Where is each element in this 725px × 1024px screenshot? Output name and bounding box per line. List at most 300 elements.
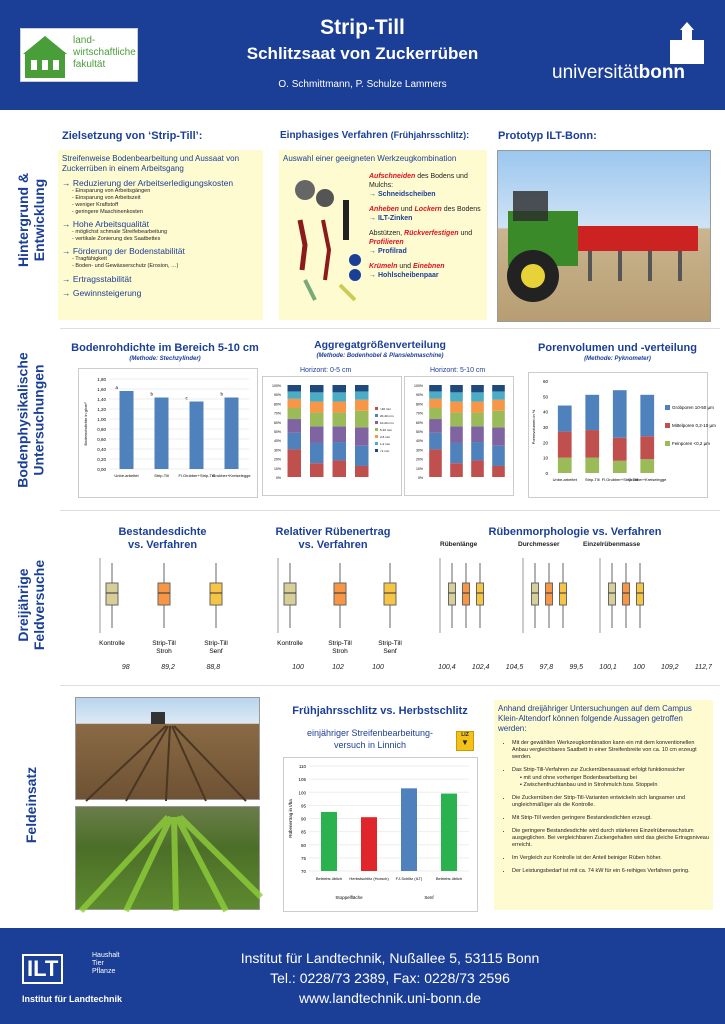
- legend-swatch: [665, 441, 670, 446]
- tick-label: 100%: [272, 384, 281, 388]
- goal-subitem: - möglichst schmale Streifebearbeitung: [72, 229, 168, 235]
- tractor-illustration: [498, 151, 712, 323]
- sig-letter: b: [220, 391, 224, 397]
- logo-sub: Tier: [92, 960, 104, 967]
- category-label: Fl.Grubber+Strip-Till: [601, 477, 638, 482]
- category-label: Stroh: [156, 648, 172, 655]
- tool-desc: Abstützen,: [369, 230, 405, 237]
- stack-segment: [429, 408, 442, 419]
- logo-name: Institut für Landtechnik: [22, 994, 122, 1004]
- tick-label: 60%: [415, 420, 423, 425]
- morph-values: [430, 664, 720, 671]
- tick-label: 100: [298, 790, 306, 796]
- tools-box: [279, 150, 487, 320]
- authors: O. Schmittmann, P. Schulze Lammers: [278, 79, 447, 90]
- stack-segment: [613, 438, 627, 461]
- legend-swatch: [375, 435, 378, 438]
- tick-label: 1,60: [97, 387, 106, 392]
- spring-autumn-sub1: einjähriger Streifenbearbeitung-: [306, 728, 434, 738]
- box: [477, 583, 484, 605]
- category-label: Senf: [209, 648, 223, 655]
- category-label: Herbstschlitz (Horsch): [349, 876, 389, 881]
- stack-segment: [471, 442, 484, 460]
- stack-segment: [355, 411, 369, 428]
- tick-label: 30%: [415, 448, 423, 453]
- category-label: Unbe-arbeitet: [114, 473, 139, 478]
- col2-title-main: Einphasiges Verfahren: [280, 130, 388, 141]
- stack-segment: [355, 400, 369, 411]
- tool-action: Einebnen: [412, 263, 445, 270]
- stack-segment: [310, 413, 324, 427]
- stack-segment: [492, 385, 505, 391]
- category-label: Grubber+Kreiselegge: [212, 473, 251, 478]
- morph-sub3: Einzelrübenmasse: [583, 541, 641, 548]
- box: [106, 583, 118, 605]
- stack-segment: [355, 446, 369, 466]
- tool-action: Lockern: [414, 206, 442, 213]
- yield-values: [278, 664, 398, 671]
- box: [158, 583, 170, 605]
- category-label: Betriebs üblich: [435, 876, 463, 881]
- logo-line3: fakultät: [73, 59, 106, 70]
- tool-conj: und: [397, 263, 413, 270]
- tick-label: 0,00: [97, 467, 106, 472]
- stack-segment: [640, 459, 654, 473]
- legend-swatch: [375, 421, 378, 424]
- density-method: (Methode: Stechzylinder): [129, 356, 201, 362]
- stack-segment: [492, 400, 505, 411]
- tool-name: → ILT-Zinken: [369, 215, 413, 222]
- legend-label: 2-5 mm: [380, 435, 391, 439]
- footer-phone: Tel.: 0228/73 2389, Fax: 0228/73 2596: [270, 970, 510, 986]
- section-side-label: Bodenphysikalische Untersuchungen: [15, 352, 48, 488]
- bar: [361, 817, 377, 871]
- legend-label: Mittelporen 0,2-10 µm: [672, 423, 716, 428]
- stack-segment: [450, 426, 463, 443]
- stack-segment: [450, 402, 463, 413]
- stack-segment: [640, 436, 654, 459]
- stack-segment: [585, 395, 599, 430]
- tick-label: 50: [542, 394, 548, 400]
- goal-item: → Hohe Arbeitsqualität: [62, 219, 149, 229]
- field-photo-2: [75, 806, 260, 910]
- col2-title: [280, 130, 469, 141]
- logo-line2: wirtschaftliche: [73, 47, 136, 58]
- tick-label: 100%: [414, 384, 423, 388]
- section-side-label: Hintergrund & Entwicklung: [15, 172, 48, 268]
- legend-label: <1 mm: [380, 449, 390, 453]
- stack-segment: [288, 419, 302, 433]
- goal-subitem: - Tragfähigkeit: [72, 256, 107, 262]
- value-label: 102,4: [471, 664, 490, 671]
- field-photo-1: [75, 697, 260, 800]
- tick-label: 0,20: [97, 457, 106, 462]
- conclusions-box: [494, 700, 713, 910]
- aggregate-chart-0-5: [262, 376, 402, 496]
- category-label: FJ-Schlitz (ILT): [395, 876, 423, 881]
- conclusion-item: • Das Strip-Till-Verfahren zur Zuckerrübenaussaat erfolgt funktionssicher: [512, 767, 709, 774]
- stand-values: [106, 664, 236, 671]
- stack-segment: [492, 427, 505, 445]
- category-label: Strip-Till: [584, 477, 600, 482]
- stack-segment: [310, 402, 324, 413]
- stack-segment: [492, 446, 505, 466]
- conclusion-subitem: ▪ mit und ohne vorheriger Bodenbearbeitung bei: [520, 775, 637, 781]
- stack-segment: [558, 406, 572, 432]
- stack-segment: [585, 458, 599, 473]
- legend-label: 5-10 mm: [380, 428, 392, 432]
- category-label: Kontrolle: [277, 640, 303, 647]
- legend-swatch: [375, 407, 378, 410]
- tick-label: 80%: [415, 402, 423, 407]
- stack-segment: [310, 443, 324, 463]
- legend-label: Feinporen <0,2 µm: [672, 441, 710, 446]
- tick-label: 105: [298, 777, 306, 783]
- tick-label: 1,00: [97, 417, 106, 422]
- stand-density-boxplot: [82, 550, 247, 655]
- logo-sub: Pflanze: [92, 968, 116, 975]
- legend-label: 20-40 mm: [380, 414, 394, 418]
- value-label: 102: [332, 664, 344, 671]
- bar: [155, 398, 169, 470]
- tool-name: → Hohlscheibenpaar: [369, 272, 439, 279]
- legend-swatch: [665, 405, 670, 410]
- horizon-1-label: Horizont: 0-5 cm: [300, 367, 352, 374]
- stack-segment: [471, 426, 484, 442]
- density-title: Bodenrohdichte im Bereich 5-10 cm: [71, 342, 259, 354]
- tick-label: 0: [545, 471, 548, 476]
- field-rows-illustration: [76, 698, 261, 801]
- tool-action: Rückverfestigen: [404, 230, 459, 237]
- goal-item: → Reduzierung der Arbeitserledigungskosten: [62, 178, 234, 188]
- stack-segment: [355, 385, 369, 391]
- morph-sub1: Rübenlänge: [440, 541, 478, 548]
- yield-title2: vs. Verfahren: [298, 539, 368, 551]
- tick-label: 40%: [273, 439, 281, 444]
- stack-segment: [310, 426, 324, 443]
- category-label: Strip-Till: [328, 640, 352, 647]
- stack-segment: [585, 430, 599, 458]
- tick-label: 0%: [275, 476, 281, 480]
- tick-label: 70: [300, 869, 306, 874]
- spring-autumn-sub2: versuch in Linnich: [333, 740, 407, 750]
- stack-segment: [333, 413, 347, 427]
- tick-label: 40%: [415, 439, 423, 444]
- goal-item: → Förderung der Bodenstabilität: [62, 246, 185, 256]
- category-label: Strip-Till: [154, 473, 169, 478]
- group-label: Stoppelfläche: [335, 895, 363, 900]
- ilt-logo: [22, 950, 142, 1010]
- box: [284, 583, 296, 605]
- logo-universitaet: universität: [552, 62, 639, 83]
- tick-label: 1,80: [97, 377, 106, 382]
- stack-segment: [429, 385, 442, 391]
- stack-segment: [429, 433, 442, 450]
- goals-box: [58, 150, 263, 320]
- stack-segment: [288, 391, 302, 398]
- conclusion-item: • Mit der gewählten Werkzeugkombination kann ein mit dem konventionellen Anbau vergleichbares Saatbett in einer Streifenbreite von ca. 10 cm erzeugt werden.: [512, 740, 709, 761]
- goal-subitem: - Boden- und Gewässerschutz (Erosion, …): [72, 263, 179, 269]
- tools-illustration: [285, 170, 380, 310]
- goal-subitem: - Einsparung von Arbeitsgängen: [72, 188, 151, 194]
- stack-segment: [450, 392, 463, 401]
- stack-segment: [471, 392, 484, 401]
- conclusion-item: • Der Leistungsbedarf ist mit ca. 74 kW für ein 6-reihiges Verfahren gering.: [512, 868, 709, 875]
- value-label: 100,4: [438, 664, 456, 671]
- tick-label: 90%: [273, 393, 281, 398]
- stack-segment: [450, 413, 463, 427]
- pore-title: Porenvolumen und -verteilung: [538, 342, 697, 354]
- tick-label: 90: [300, 816, 306, 822]
- bar: [441, 794, 457, 871]
- tick-label: 60: [542, 379, 548, 384]
- tick-label: 0%: [417, 476, 423, 480]
- tick-label: 0,80: [97, 427, 106, 432]
- tick-label: 60%: [273, 420, 281, 425]
- stack-segment: [613, 461, 627, 473]
- tool-name: → Schneidscheiben: [369, 191, 436, 198]
- stack-segment: [613, 390, 627, 438]
- stand-title2: vs. Verfahren: [127, 539, 198, 551]
- category-label: Grubber+Kreiselegge: [628, 477, 667, 482]
- beet-rows-illustration: [76, 807, 261, 911]
- conclusion-item: • Mit Strip-Till werden geringere Bestandesdichten erzeugt.: [512, 815, 709, 822]
- category-label: Kontrolle: [99, 640, 125, 647]
- conclusion-item: • Im Vergleich zur Kontrolle ist der Anteil beiniger Rüben höher.: [512, 855, 709, 862]
- legend-label: 1-2 mm: [380, 442, 391, 446]
- tick-label: 80%: [273, 402, 281, 407]
- tool-desc: des Bodens: [441, 206, 481, 213]
- stack-segment: [471, 385, 484, 392]
- tick-label: 20: [542, 440, 548, 446]
- tool-conj: und: [398, 206, 415, 213]
- tick-label: 40: [542, 409, 548, 415]
- value-label: 99,5: [569, 664, 584, 671]
- header: [0, 0, 725, 110]
- box: [623, 583, 630, 605]
- university-logo: [552, 30, 717, 90]
- tick-label: 70%: [273, 411, 281, 416]
- box: [546, 583, 553, 605]
- prototype-photo: [497, 150, 711, 322]
- legend-swatch: [375, 449, 378, 452]
- legend-swatch: [665, 423, 670, 428]
- stack-segment: [355, 427, 369, 445]
- stack-segment: [310, 463, 324, 477]
- stack-segment: [471, 402, 484, 413]
- stack-segment: [333, 442, 347, 460]
- goal-subitem: - vertikale Zonierung des Saatbettes: [72, 236, 161, 242]
- logo-bonn: bonn: [638, 62, 686, 83]
- y-axis-label: Bodenrohdichte in g/cm³: [83, 402, 88, 446]
- tool-desc: des Bodens und Mulchs:: [369, 173, 468, 189]
- section-side-label: Dreijährige Feldversuche: [15, 559, 48, 651]
- tick-label: 80: [300, 842, 306, 848]
- sig-letter: b: [150, 391, 154, 397]
- stack-segment: [558, 458, 572, 473]
- box: [463, 583, 470, 605]
- stack-segment: [333, 402, 347, 413]
- tool-name: → Profilrad: [369, 248, 407, 255]
- conclusion-subitem: ▪ Zwischenfruchtanbau und in Strohmulch bzw. Stoppeln: [520, 782, 658, 788]
- value-label: 100: [372, 664, 384, 671]
- tick-label: 30: [542, 425, 548, 430]
- spring-autumn-chart: [283, 757, 478, 912]
- tick-label: 85: [300, 829, 306, 835]
- category-label: Unbe-arbeitet: [552, 477, 577, 482]
- yield-boxplot: [250, 550, 415, 655]
- group-label: Senf: [424, 895, 434, 900]
- value-label: 100: [633, 664, 645, 671]
- density-chart: [78, 368, 258, 498]
- tick-label: 0,40: [97, 447, 106, 452]
- tick-label: 30%: [273, 448, 281, 453]
- box: [609, 583, 616, 605]
- box: [334, 583, 346, 605]
- tick-label: 10%: [273, 466, 281, 471]
- stack-segment: [288, 449, 302, 477]
- footer-url[interactable]: www.landtechnik.uni-bonn.de: [298, 990, 482, 1006]
- stack-segment: [333, 460, 347, 477]
- stack-segment: [288, 385, 302, 391]
- aggregate-chart-5-10: [404, 376, 514, 496]
- stack-segment: [310, 392, 324, 401]
- stack-segment: [450, 385, 463, 392]
- legend-label: >40 mm: [380, 407, 391, 411]
- sig-letter: a: [115, 385, 119, 390]
- tick-label: 50%: [415, 430, 423, 434]
- stack-segment: [310, 385, 324, 392]
- tick-label: 1,20: [97, 407, 106, 412]
- category-label: Fl.Grubber+Strip-Till: [178, 473, 215, 478]
- tick-label: 95: [300, 803, 306, 809]
- logo-sub: Haushalt: [92, 952, 120, 959]
- conclusion-item: • Die Zuckerrüben der Strip-Till-Varianten entwickeln sich langsamer und ungleichmäßiger als die Kontrolle.: [512, 795, 709, 809]
- bar: [401, 788, 417, 871]
- category-label: Strip-Till: [204, 640, 228, 647]
- tick-label: 90%: [415, 393, 423, 398]
- stack-segment: [492, 411, 505, 428]
- stack-segment: [558, 432, 572, 458]
- stack-segment: [450, 443, 463, 463]
- value-label: 89,2: [161, 664, 175, 671]
- poster-title: Strip-Till: [320, 16, 405, 39]
- stack-segment: [471, 460, 484, 477]
- goals-intro: Streifenweise Bodenbearbeitung und Aussaat von Zuckerrüben in einem Arbeitsgang: [62, 154, 240, 173]
- stack-segment: [429, 399, 442, 408]
- goal-subitem: - weniger Kraftstoff: [72, 202, 119, 208]
- stack-segment: [288, 408, 302, 419]
- logo-line1: land-: [73, 35, 96, 46]
- stand-title: Bestandesdichte: [118, 526, 207, 538]
- box: [560, 583, 567, 605]
- col3-title: Prototyp ILT-Bonn:: [498, 130, 597, 142]
- stack-segment: [492, 391, 505, 399]
- value-label: 100: [292, 664, 304, 671]
- category-label: Betriebs üblich: [315, 876, 343, 881]
- tick-label: 110: [298, 764, 306, 769]
- footer-address: Institut für Landtechnik, Nußallee 5, 53115 Bonn: [240, 950, 540, 966]
- stack-segment: [333, 392, 347, 401]
- category-label: Strip-Till: [152, 640, 176, 647]
- box: [532, 583, 539, 605]
- tick-label: 10: [542, 455, 548, 461]
- value-label: 104,5: [505, 664, 524, 671]
- legend-label: Grobporen 10-50 µm: [672, 405, 714, 410]
- tick-label: 20%: [273, 457, 281, 462]
- goal-item: → Ertragsstabilität: [62, 274, 132, 284]
- box: [449, 583, 456, 605]
- tick-label: 75: [300, 855, 306, 861]
- value-label: 98: [121, 664, 130, 671]
- col2-title-suffix: (Frühjahrsschlitz):: [390, 130, 470, 140]
- stack-segment: [471, 413, 484, 427]
- goal-item: → Gewinnsteigerung: [62, 288, 142, 298]
- stack-segment: [288, 433, 302, 450]
- ilt-logo-text: ILT: [22, 954, 63, 984]
- stack-segment: [429, 419, 442, 433]
- tools-intro: Auswahl einer geeigneten Werkzeugkombination: [283, 154, 457, 163]
- stack-segment: [355, 391, 369, 399]
- category-label: Senf: [383, 648, 397, 655]
- y-axis-label: Porenvolumen in %: [531, 409, 536, 445]
- value-label: 100,1: [599, 664, 617, 671]
- morph-title: Rübenmorphologie vs. Verfahren: [488, 526, 662, 538]
- tick-label: 10%: [415, 466, 423, 471]
- stack-segment: [429, 391, 442, 398]
- conclusion-item: • Die geringere Bestandesdichte wird durch stärkeres Einzelrübenwachstum ausgeglichen. Bei vergleichbaren Zuckergehalten wird das gleiche Ertragsniveau erreicht.: [512, 828, 709, 849]
- liz-logo: LIZ ▼: [456, 731, 474, 751]
- box: [637, 583, 644, 605]
- stack-segment: [450, 463, 463, 477]
- legend-swatch: [375, 442, 378, 445]
- tick-label: 20%: [415, 457, 423, 462]
- sig-letter: c: [185, 395, 188, 401]
- stack-segment: [333, 385, 347, 392]
- conclusions-intro: Anhand dreijähriger Untersuchungen auf dem Campus Klein-Altendorf können folgende Aussagen getroffen werden:: [498, 704, 692, 733]
- value-label: 112,7: [694, 664, 712, 671]
- value-label: 109,2: [661, 664, 679, 671]
- stack-segment: [492, 466, 505, 477]
- tool-action: Aufschneiden: [369, 173, 416, 180]
- tool-action: Anheben: [369, 206, 399, 213]
- stack-segment: [333, 426, 347, 442]
- bar: [321, 812, 337, 871]
- goal-subitem: - Einsparung von Arbeitszeit: [72, 195, 141, 201]
- box: [384, 583, 396, 605]
- legend-swatch: [375, 428, 378, 431]
- morphology-boxplot: [420, 550, 720, 650]
- value-label: 97,8: [539, 664, 554, 671]
- pore-chart: [528, 372, 716, 498]
- goal-subitem: - geringere Maschinenkosten: [72, 209, 143, 215]
- tool-conj: und: [458, 230, 473, 237]
- box: [210, 583, 222, 605]
- category-label: Stroh: [332, 648, 348, 655]
- aggregate-method: (Methode: Bodenhobel & Plansiebmaschine): [316, 353, 444, 359]
- category-label: Strip-Till: [378, 640, 402, 647]
- value-label: 88,8: [206, 664, 221, 671]
- stack-segment: [288, 399, 302, 408]
- footer: [0, 928, 725, 1024]
- horizon-2-label: Horizont: 5-10 cm: [430, 367, 486, 374]
- bar: [190, 402, 204, 470]
- poster-subtitle: Schlitzsaat von Zuckerrüben: [246, 44, 479, 63]
- tick-label: 70%: [415, 411, 423, 416]
- tick-label: 50%: [273, 430, 281, 434]
- stack-segment: [429, 449, 442, 477]
- tower-icon: [662, 28, 712, 64]
